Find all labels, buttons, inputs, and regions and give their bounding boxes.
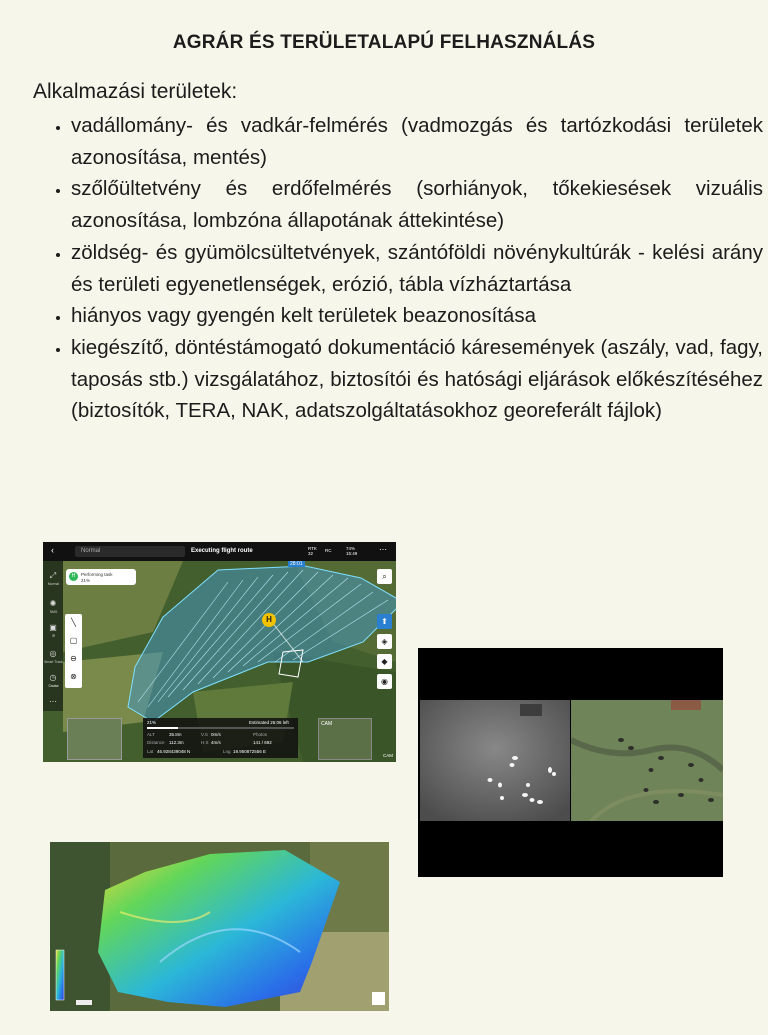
mode-selector[interactable]: Normal — [75, 546, 185, 557]
battery-status: 74% 15:49 — [346, 546, 358, 556]
thermal-animals — [420, 700, 570, 821]
rgb-view — [571, 700, 723, 821]
search-icon[interactable]: ⌕ — [377, 569, 392, 584]
sidebar-label: Normal — [47, 582, 60, 586]
intro-heading: Alkalmazási területek: — [33, 80, 238, 103]
top-status-bar — [43, 542, 396, 561]
application-list — [45, 110, 763, 427]
camera-preview[interactable]: CAM — [318, 718, 372, 760]
home-point-marker: H — [262, 613, 276, 627]
task-icon: H — [69, 572, 78, 581]
list-item: • szőlőültetvény és erdőfelmérés (sorhiányok, tőkekiesések vizuális azonosítása, lombzóna állapotának áttekintése) — [71, 173, 763, 236]
more-icon[interactable]: ⋯ — [379, 545, 387, 554]
sidebar-label: IR — [51, 634, 56, 638]
task-label: Performing task 21% — [81, 572, 113, 583]
elevation-model — [50, 842, 389, 1011]
layers-icon[interactable]: ◈ — [377, 634, 392, 649]
rtk-status: RTK 32 — [308, 546, 317, 556]
drone-flight-screenshot — [43, 542, 396, 762]
camera-label: CAM — [383, 753, 393, 758]
sidebar-label: Smart Track — [44, 660, 63, 664]
sidebar-item-cruise[interactable]: ◷ — [49, 673, 57, 682]
more-icon[interactable]: ⋯ — [49, 697, 57, 706]
rgb-animals — [571, 700, 723, 821]
flight-timer: 28:01 — [290, 561, 303, 567]
thermal-wildlife-image — [418, 648, 723, 877]
fpv-thumbnail[interactable] — [67, 718, 122, 760]
ruler-icon[interactable]: ╲ — [71, 618, 76, 627]
route-status: Executing flight route — [191, 548, 253, 554]
map-toolbar — [65, 614, 82, 688]
telemetry-panel: 21% Estimated 26:06 left ALT 35.8m V.S 0m/s Photos Distance 112.3m H.S 4m/s 141 / 692 Lat 46.928439048 N Lng 19.950872556 E — [143, 718, 298, 758]
compass-icon[interactable]: ⬆ — [377, 614, 392, 629]
rc-status: RC — [325, 548, 332, 553]
task-status[interactable] — [66, 569, 136, 585]
stop-icon[interactable]: ⊗ — [70, 672, 77, 681]
thermal-view — [420, 700, 570, 821]
elevation-map-image — [50, 842, 389, 1011]
list-item: • hiányos vagy gyengén kelt területek beazonosítása — [71, 300, 763, 332]
list-item: • vadállomány- és vadkár-felmérés (vadmozgás és tartózkodási területek azonosítása, mentés) — [71, 110, 763, 173]
sidebar-item-smart-track[interactable]: ◎ — [49, 649, 57, 658]
list-item: • kiegészítő, döntéstámogató dokumentáció káresemények (aszály, vad, fagy, taposás stb.) vizsgálatához, biztosítói és hatósági eljárások előkészítéséhez (biztosítók, TERA, NAK, adatszolgáltatásokhoz georeferált fájlok) — [71, 332, 763, 427]
area-icon[interactable]: ▢ — [69, 636, 78, 645]
sidebar-item-normal[interactable]: ⤢ — [49, 571, 57, 580]
sidebar-label: Cruise — [48, 684, 59, 688]
sidebar-item-ir[interactable]: ▣ — [49, 623, 57, 632]
pause-icon[interactable]: ⊖ — [70, 654, 77, 663]
list-item: • zöldség- és gyümölcsültetvények, szántóföldi növénykultúrák - kelési arány és területi egyenetlenségek, erózió, tábla vízháztartása — [71, 237, 763, 300]
page-title: AGRÁR ÉS TERÜLETALAPÚ FELHASZNÁLÁS — [172, 32, 596, 53]
sidebar-label: SMS — [49, 610, 58, 614]
back-icon[interactable]: ‹ — [51, 545, 54, 555]
eraser-icon[interactable]: ◆ — [377, 654, 392, 669]
sidebar-item-sms[interactable]: ✺ — [49, 599, 57, 608]
locate-icon[interactable]: ◉ — [377, 674, 392, 689]
